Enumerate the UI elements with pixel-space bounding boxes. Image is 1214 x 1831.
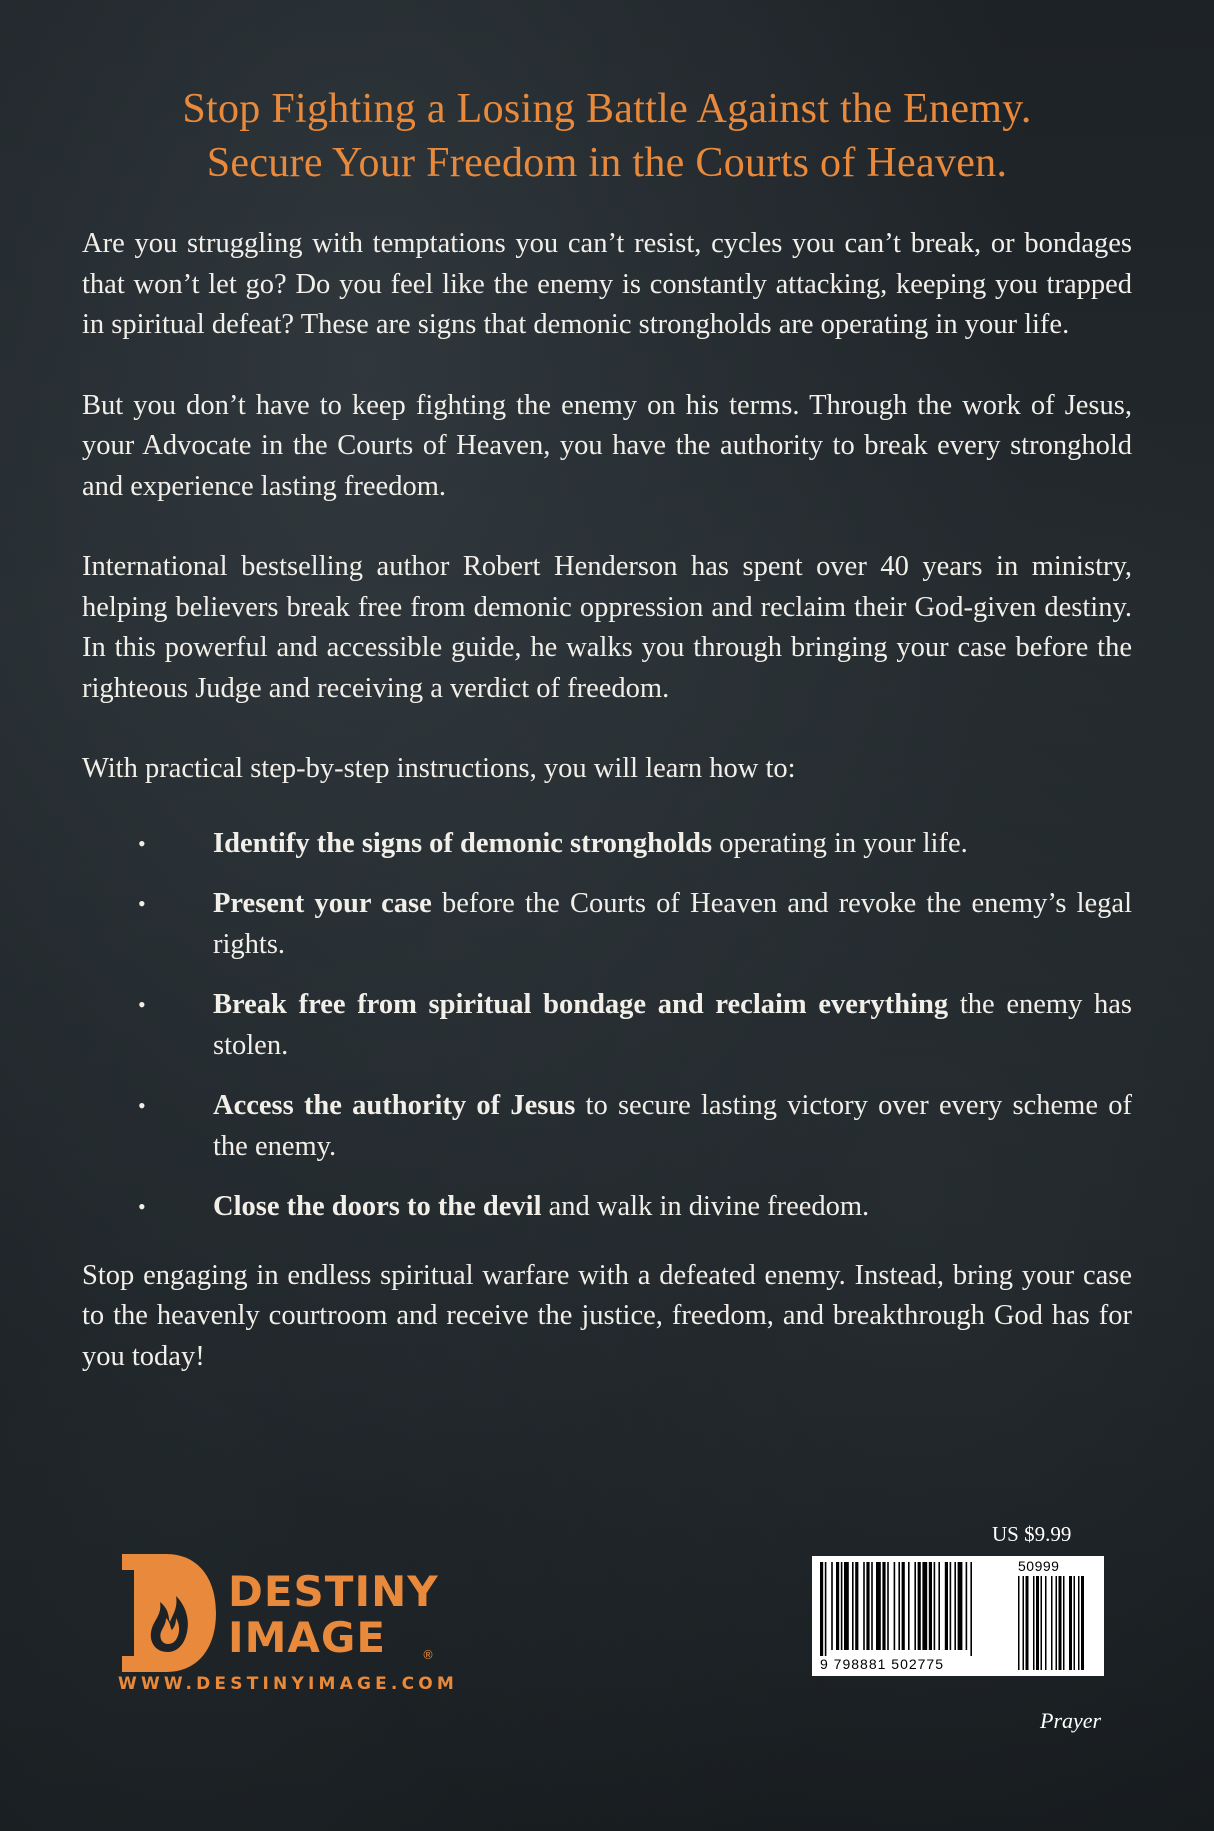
list-item-bold: Identify the signs of demonic strongholds	[213, 827, 713, 859]
list-item-bold: Break free from spiritual bondage and reclaim everything	[213, 989, 949, 1020]
list-item	[82, 884, 1132, 965]
description-body	[82, 224, 1132, 1417]
list-item	[82, 824, 1132, 865]
list-item-text: and walk in divine freedom.	[541, 1191, 870, 1222]
bullet-dot: •	[138, 1194, 146, 1219]
publisher-website: WWW.DESTINYIMAGE.COM	[118, 1674, 459, 1694]
isbn-barcode	[812, 1556, 1104, 1676]
bullet-dot: •	[138, 891, 146, 916]
list-item-bold: Access the authority of Jesus	[213, 1090, 576, 1121]
flame-d-logo-icon	[118, 1552, 218, 1674]
list-item-text: the enemy has stolen.	[213, 989, 1132, 1061]
registered-mark: ®	[422, 1648, 434, 1662]
bullet-dot: •	[138, 830, 146, 856]
closing-paragraph: Stop engaging in endless spiritual warfare with a defeated enemy. Instead, bring your case to the heavenly courtroom and receive the justice, freedom, and breakthrough God has for you today!	[82, 1259, 1132, 1372]
price-label: US $9.99	[992, 1522, 1072, 1546]
list-item	[82, 1187, 1132, 1228]
list-item-text: operating in your life.	[712, 827, 968, 859]
publisher-name-line-1: DESTINY	[228, 1567, 439, 1616]
list-item-bold: Present your case	[213, 888, 432, 919]
paragraph-1: Are you struggling with temptations you can’t resist, cycles you can’t break, or bondages that won’t let go? Do you feel like the enemy is constantly attacking, keeping you trapped in spiritual defeat? These are signs that demonic strongholds are operating in your life.	[82, 228, 1132, 340]
paragraph-2: But you don’t have to keep fighting the enemy on his terms. Through the work of Jesus, your Advocate in the Courts of Heaven, you have the authority to break every stronghold and experience lasting freedom.	[82, 389, 1132, 502]
list-item-bold: Close the doors to the devil	[213, 1191, 542, 1222]
paragraph-3: International bestselling author Robert Henderson has spent over 40 years in ministry, helping believers break free from demonic oppression and reclaim their God-given destiny. In this powerful and accessible guide, he walks you through bringing your case before the righteous Judge and receiving a verdict of freedom.	[82, 551, 1132, 704]
bullet-dot: •	[138, 992, 146, 1017]
publisher-name-line-2: IMAGE	[228, 1613, 387, 1662]
list-item	[82, 1086, 1132, 1167]
list-item	[82, 985, 1132, 1066]
list-intro: With practical step-by-step instructions, you will learn how to:	[82, 753, 796, 784]
list-item-text: to secure lasting victory over every scheme of the enemy.	[213, 1090, 1132, 1162]
headline	[60, 82, 1154, 190]
barcode-ean-digits: 9 798881 502775	[820, 1656, 944, 1672]
barcode-addon-digits: 50999	[1018, 1558, 1060, 1574]
headline-line-1: Stop Fighting a Losing Battle Against the Enemy.	[182, 86, 1032, 132]
list-item-text: before the Courts of Heaven and revoke the enemy’s legal rights.	[213, 888, 1132, 960]
benefits-list	[82, 824, 1132, 1228]
headline-line-2: Secure Your Freedom in the Courts of Heaven.	[206, 140, 1008, 186]
category-label: Prayer	[1040, 1708, 1102, 1733]
bullet-dot: •	[138, 1093, 146, 1118]
